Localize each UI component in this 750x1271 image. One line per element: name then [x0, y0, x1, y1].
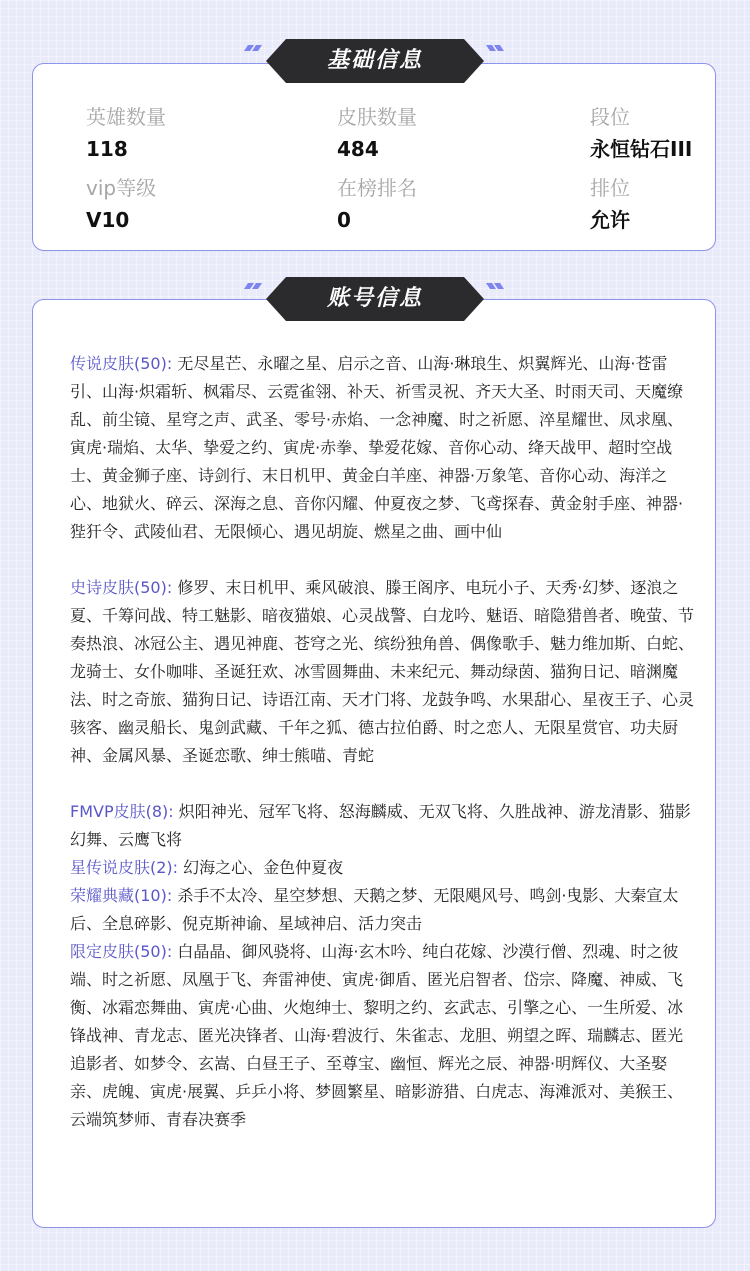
star-legendary-skins-section	[70, 854, 695, 882]
stat-value: 允许	[590, 208, 630, 232]
section-title: 基础信息	[326, 48, 423, 73]
legendary-skins-section	[70, 350, 695, 546]
stat-value: V10	[86, 208, 130, 232]
stat-leaderboard-rank	[337, 175, 417, 233]
section-heading: FMVP皮肤(8):	[70, 802, 174, 821]
section-content: 幻海之心、金色仲夏夜	[183, 858, 344, 877]
account-info-card	[32, 299, 716, 1228]
stat-value: 0	[337, 208, 351, 232]
stat-label: 排位	[590, 176, 630, 200]
stat-label: 在榜排名	[337, 176, 417, 200]
basic-info-banner	[244, 37, 506, 85]
skin-sections	[70, 350, 695, 1134]
section-content: 杀手不太冷、星空梦想、天鹅之梦、无限飓风号、鸣剑·曳影、大秦宣太后、全息碎影、倪克斯神谕、星域神启、活力突击	[70, 886, 679, 933]
section-content: 炽阳神光、冠军飞将、怒海麟威、无双飞将、久胜战神、游龙清影、猫影幻舞、云鹰飞将	[70, 802, 691, 849]
stat-skin-count	[337, 104, 417, 162]
stat-label: vip等级	[86, 176, 157, 200]
stat-value: 484	[337, 137, 379, 161]
fmvp-skins-section	[70, 798, 695, 854]
section-heading: 星传说皮肤(2):	[70, 858, 179, 877]
section-heading: 传说皮肤(50):	[70, 354, 173, 373]
section-content: 无尽星芒、永曜之星、启示之音、山海·琳琅生、炽翼辉光、山海·苍雷引、山海·炽霜斩、枫霜尽、云霓雀翎、补天、祈雪灵祝、齐天大圣、时雨天司、天魔缭乱、前尘镜、星穹之声、武圣、零号·赤焰、一念神魔、时之祈愿、淬星耀世、凤求凰、寅虎·瑞焰、太华、挚爱之约、寅虎·赤拳、挚爱花嫁、音你心动、绛天战甲、超时空战士、黄金狮子座、诗剑行、末日机甲、黄金白羊座、神器·万象笔、音你心动、海洋之心、地狱火、碎云、深海之息、音你闪耀、仲夏夜之梦、飞鸢探春、黄金射手座、神器·狴犴令、武陵仙君、无限倾心、遇见胡旋、燃星之曲、画中仙	[70, 354, 684, 541]
stat-value: 118	[86, 137, 128, 161]
section-content: 修罗、末日机甲、乘风破浪、滕王阁序、电玩小子、天秀·幻梦、逐浪之夏、千筹问战、特工魅影、暗夜猫娘、心灵战警、白龙吟、魅语、暗隐猎兽者、晚萤、节奏热浪、冰冠公主、遇见神鹿、苍穹之光、缤纷独角兽、偶像歌手、魅力维加斯、白蛇、龙骑士、女仆咖啡、圣诞狂欢、冰雪圆舞曲、未来纪元、舞动绿茵、猫狗日记、暗渊魔法、时之奇旅、猫狗日记、诗语江南、天才门将、龙鼓争鸣、水果甜心、星夜王子、心灵骇客、幽灵船长、鬼剑武藏、千年之狐、德古拉伯爵、时之恋人、无限星赏官、功夫厨神、金属风暴、圣诞恋歌、绅士熊喵、青蛇	[70, 578, 695, 765]
stat-label: 英雄数量	[86, 105, 166, 129]
stat-value: 永恒钻石III	[590, 137, 693, 161]
stat-hero-count	[86, 104, 166, 162]
section-heading: 荣耀典藏(10):	[70, 886, 173, 905]
glory-collection-section	[70, 882, 695, 938]
section-content: 白晶晶、御风骁将、山海·玄木吟、纯白花嫁、沙漠行僧、烈魂、时之彼端、时之祈愿、凤凰于飞、奔雷神使、寅虎·御盾、匿光启智者、岱宗、降魔、神威、飞衡、冰霜恋舞曲、寅虎·心曲、火炮绅士、黎明之约、玄武志、引擎之心、一生所爱、冰锋战神、青龙志、匿光决锋者、山海·碧波行、朱雀志、龙胆、朔望之晖、瑞麟志、匿光追影者、如梦令、玄嵩、白昼王子、至尊宝、幽恒、辉光之辰、神器·明辉仪、大圣娶亲、虎魄、寅虎·展翼、乒乒小将、梦圆繁星、暗影游猎、白虎志、海滩派对、美猴王、云端筑梦师、青春决赛季	[70, 942, 684, 1129]
stat-label: 段位	[590, 105, 630, 129]
stat-ranked-mode	[590, 175, 630, 233]
stat-vip-level	[86, 175, 156, 233]
limited-skins-section	[70, 938, 695, 1134]
epic-skins-section	[70, 574, 695, 770]
section-heading: 史诗皮肤(50):	[70, 578, 173, 597]
stat-rank-tier	[590, 104, 692, 162]
section-heading: 限定皮肤(50):	[70, 942, 173, 961]
account-info-banner	[244, 275, 506, 323]
basic-info-card	[32, 63, 716, 251]
section-title: 账号信息	[326, 286, 423, 311]
stat-label: 皮肤数量	[337, 105, 417, 129]
